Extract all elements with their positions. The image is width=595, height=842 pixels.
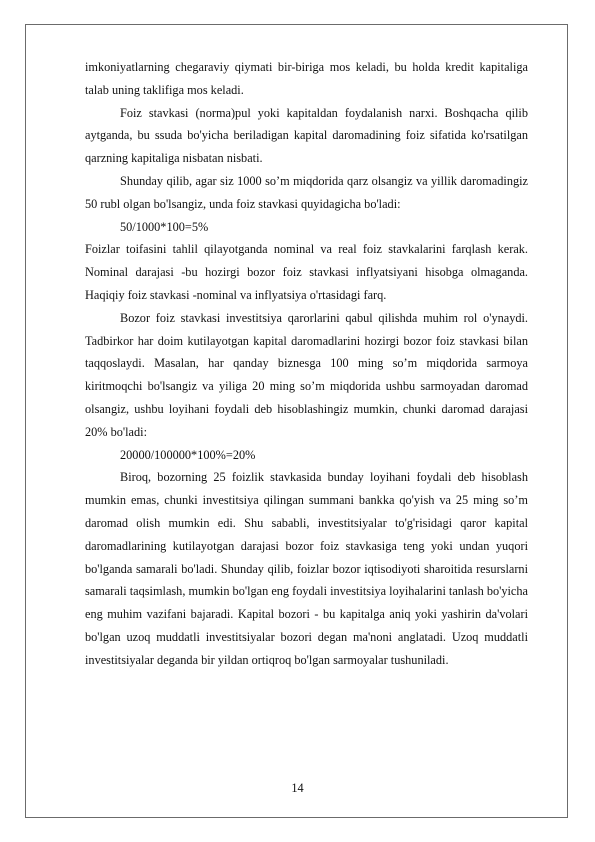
paragraph-example-intro: Shunday qilib, agar siz 1000 so’m miqdorida qarz olsangiz va yillik daromadingiz 50 rubl olgan bo'lsangiz, unda foiz stavkasi quyidagicha bo'ladi: bbox=[85, 173, 528, 211]
paragraph-continuation: imkoniyatlarning chegaraviy qiymati bir-biriga mos keladi, bu holda kredit kapitaliga talab uning taklifiga mos keladi. bbox=[85, 60, 528, 97]
paragraph-interest-rate-definition: Foiz stavkasi (norma)pul yoki kapitaldan foydalanish narxi. Boshqacha qilib aytganda, bu ssuda bo'yicha beriladigan kapital daromadining foiz sifatida ko'rsatilgan qarzning kapitaliga nisbatan nisbati. bbox=[85, 105, 528, 166]
paragraph-capital-market: Biroq, bozorning 25 foizlik stavkasida bunday loyihani foydali deb hisoblash mumkin emas, chunki investitsiya qilingan summani bankka qo'yish va 25 ming so’m daromad olish mumkin edi. Shu sababli, investitsiyalar to'g'risidagi qaror kapital daromadlarining kutilayotgan darajasi bozor foiz stavkasiga teng yoki undan yuqori bo'lganda samarali bo'ladi. Shunday qilib, foizlar bozor iqtisodiyoti sharoitida resurslarni samarali taqsimlash, mumkin bo'lgan eng foydali investitsiya loyihalarini tanlash bo'yicha eng muhim vazifani bajaradi. Kapital bozori - bu kapitalga aniq yoki yashirin da'volari bo'lgan uzoq muddatli investitsiyalar bozori degan ma'noni anglatadi. Uzoq muddatli investitsiyalar deganda bir yildan ortiqroq bo'lgan sarmoyalar tushuniladi. bbox=[85, 470, 528, 667]
formula-interest-rate: 50/1000*100=5% bbox=[120, 219, 209, 234]
formula-return-rate: 20000/100000*100%=20% bbox=[120, 447, 256, 462]
paragraph-nominal-real: Foizlar toifasini tahlil qilayotganda nominal va real foiz stavkalarini farqlash kerak. Nominal darajasi -bu hozirgi bozor foiz stavkasi inflyatsiyani hisobga olmaganda. Haqiqiy foiz stavkasi -nominal va inflyatsiya o'rtasidagi farq. bbox=[85, 242, 528, 302]
page-number: 14 bbox=[291, 781, 304, 795]
document-body bbox=[85, 56, 528, 672]
paragraph-market-rate: Bozor foiz stavkasi investitsiya qarorlarini qabul qilishda muhim rol o'ynaydi. Tadbirkor har doim kutilayotgan kapital daromadlarini hozirgi bozor foiz stavkasi bilan taqqoslaydi. Masalan, har qanday biznesga 100 ming so’m miqdorida sarmoya kiritmoqchi bo'lsangiz va yiliga 20 ming so’m miqdorida ushbu sarmoyadan daromad olsangiz, ushbu loyihani foydali deb hisoblashingiz mumkin, chunki daromad darajasi 20% bo'ladi: bbox=[85, 310, 528, 439]
